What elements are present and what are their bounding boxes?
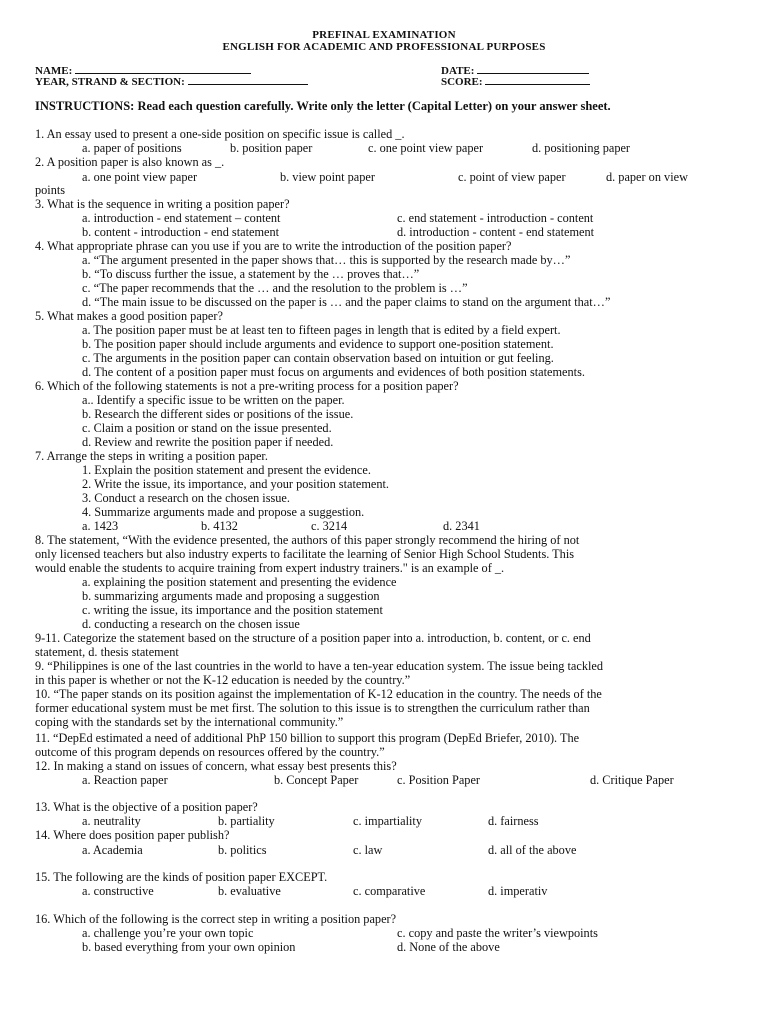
- question-7: 7. Arrange the steps in writing a position paper.: [35, 449, 268, 463]
- question-14: 14. Where does position paper publish?: [35, 828, 230, 842]
- q2-choice-d: d. paper on view: [606, 170, 688, 184]
- q14-choice-b: b. politics: [218, 843, 267, 857]
- q5-choice-c: c. The arguments in the position paper can contain observation based on intuition or gut feeling.: [82, 351, 554, 365]
- q12-choice-d: d. Critique Paper: [590, 773, 674, 787]
- q4-choice-a: a. “The argument presented in the paper shows that… this is supported by the research made by…”: [82, 253, 571, 267]
- year-label: YEAR, STRAND & SECTION:: [35, 76, 185, 88]
- q6-choice-c: c. Claim a position or stand on the issue presented.: [82, 421, 332, 435]
- q4-choice-b: b. “To discuss further the issue, a statement by the … proves that…”: [82, 267, 420, 281]
- q16-choice-c: c. copy and paste the writer’s viewpoints: [397, 926, 598, 940]
- q7-step-3: 3. Conduct a research on the chosen issue.: [82, 491, 290, 505]
- q14-choice-a: a. Academia: [82, 843, 143, 857]
- q8-choice-d: d. conducting a research on the chosen issue: [82, 617, 300, 631]
- q13-choice-a: a. neutrality: [82, 814, 141, 828]
- subject-title: ENGLISH FOR ACADEMIC AND PROFESSIONAL PURPOSES: [222, 41, 546, 53]
- q2-choice-a: a. one point view paper: [82, 170, 198, 184]
- q7-choice-a: a. 1423: [82, 519, 119, 533]
- q2-choice-b: b. view point paper: [280, 170, 375, 184]
- q5-choice-b: b. The position paper should include arguments and evidence to support one-position statement.: [82, 337, 554, 351]
- q14-choice-d: d. all of the above: [488, 843, 577, 857]
- question-3: 3. What is the sequence in writing a position paper?: [35, 197, 290, 211]
- q7-choice-d: d. 2341: [443, 519, 480, 533]
- q3-choice-c: c. end statement - introduction - content: [397, 211, 594, 225]
- question-10-line-3: coping with the standards set by the international community.”: [35, 715, 344, 729]
- q15-choice-a: a. constructive: [82, 884, 154, 898]
- q1-choice-b: b. position paper: [230, 141, 313, 155]
- question-10-line-1: 10. “The paper stands on its position against the implementation of K-12 education in the country. The needs of the: [35, 687, 602, 701]
- question-12: 12. In making a stand on issues of concern, what essay best presents this?: [35, 759, 397, 773]
- q16-choice-d: d. None of the above: [397, 940, 500, 954]
- q1-choice-a: a. paper of positions: [82, 141, 182, 155]
- instructions: INSTRUCTIONS: Read each question carefully. Write only the letter (Capital Letter) on your answer sheet.: [35, 99, 611, 113]
- question-16: 16. Which of the following is the correct step in writing a position paper?: [35, 912, 397, 926]
- question-9-line-2: in this paper is whether or not the K-12 education is needed by the country.”: [35, 673, 411, 687]
- q1-choice-d: d. positioning paper: [532, 141, 631, 155]
- q8-choice-a: a. explaining the position statement and presenting the evidence: [82, 575, 397, 589]
- q13-choice-b: b. partiality: [218, 814, 275, 828]
- q8-choice-c: c. writing the issue, its importance and the position statement: [82, 603, 383, 617]
- question-1: 1. An essay used to present a one-side position on specific issue is called _.: [35, 127, 405, 141]
- q4-choice-d: d. “The main issue to be discussed on the paper is … and the paper claims to stand on the argument that…”: [82, 295, 611, 309]
- question-8-line-2: only licensed teachers but also industry experts to facilitate the learning of Senior High School Students. This: [35, 547, 575, 561]
- q7-step-4: 4. Summarize arguments made and propose a suggestion.: [82, 505, 365, 519]
- question-11-line-1: 11. “DepEd estimated a need of additional PhP 150 billion to support this program (DepEd Briefer, 2010). The: [35, 731, 580, 745]
- name-label: NAME:: [35, 65, 73, 77]
- question-4: 4. What appropriate phrase can you use if you are to write the introduction of the position paper?: [35, 239, 512, 253]
- q15-choice-b: b. evaluative: [218, 884, 281, 898]
- date-blank: [477, 63, 589, 74]
- q5-choice-a: a. The position paper must be at least ten to fifteen pages in length that is edited by a field expert.: [82, 323, 561, 337]
- q8-choice-b: b. summarizing arguments made and proposing a suggestion: [82, 589, 380, 603]
- exam-title: PREFINAL EXAMINATION: [312, 29, 456, 41]
- question-5: 5. What makes a good position paper?: [35, 309, 223, 323]
- score-label: SCORE:: [441, 76, 483, 88]
- q16-choice-a: a. challenge you’re your own topic: [82, 926, 254, 940]
- q7-step-2: 2. Write the issue, its importance, and your position statement.: [82, 477, 389, 491]
- q6-choice-d: d. Review and rewrite the position paper if needed.: [82, 435, 334, 449]
- question-11-line-2: outcome of this program depends on resources offered by the country.”: [35, 745, 385, 759]
- question-9-line-1: 9. “Philippines is one of the last countries in the world to have a ten-year education system. The issue being tackled: [35, 659, 604, 673]
- question-2: 2. A position paper is also known as _.: [35, 155, 225, 169]
- q12-choice-c: c. Position Paper: [397, 773, 480, 787]
- q3-choice-a: a. introduction - end statement – content: [82, 211, 281, 225]
- q14-choice-c: c. law: [353, 843, 383, 857]
- year-blank: [188, 74, 308, 85]
- q7-choice-c: c. 3214: [311, 519, 348, 533]
- q6-choice-b: b. Research the different sides or positions of the issue.: [82, 407, 354, 421]
- score-blank: [485, 74, 590, 85]
- q15-choice-d: d. imperativ: [488, 884, 548, 898]
- year-field: [35, 74, 308, 88]
- q2-choice-c: c. point of view paper: [458, 170, 566, 184]
- question-9-11-line-2: statement, d. thesis statement: [35, 645, 179, 659]
- question-13: 13. What is the objective of a position paper?: [35, 800, 258, 814]
- question-8-line-1: 8. The statement, “With the evidence presented, the authors of this paper strongly recommend the hiring of not: [35, 533, 580, 547]
- q15-choice-c: c. comparative: [353, 884, 426, 898]
- question-6: 6. Which of the following statements is not a pre-writing process for a position paper?: [35, 379, 459, 393]
- question-15: 15. The following are the kinds of position paper EXCEPT.: [35, 870, 328, 884]
- question-8-line-3: would enable the students to acquire training from expert industry trainers." is an example of _.: [35, 561, 505, 575]
- q3-choice-b: b. content - introduction - end statement: [82, 225, 280, 239]
- question-10-line-2: former educational system must be met first. The solution to this issue is to strengthen the curriculum rather than: [35, 701, 590, 715]
- q13-choice-c: c. impartiality: [353, 814, 422, 828]
- q1-choice-c: c. one point view paper: [368, 141, 484, 155]
- q13-choice-d: d. fairness: [488, 814, 539, 828]
- q7-choice-b: b. 4132: [201, 519, 238, 533]
- q12-choice-b: b. Concept Paper: [274, 773, 359, 787]
- q5-choice-d: d. The content of a position paper must focus on arguments and evidences of both position statements.: [82, 365, 585, 379]
- q6-choice-a: a.. Identify a specific issue to be written on the paper.: [82, 393, 345, 407]
- question-9-11-line-1: 9-11. Categorize the statement based on the structure of a position paper into a. introduction, b. content, or c. end: [35, 631, 591, 645]
- q2-choice-d-cont: points: [35, 183, 66, 197]
- score-field: [441, 74, 590, 88]
- name-blank: [75, 63, 251, 74]
- q7-step-1: 1. Explain the position statement and present the evidence.: [82, 463, 371, 477]
- q4-choice-c: c. “The paper recommends that the … and the resolution to the problem is …”: [82, 281, 468, 295]
- date-label: DATE:: [441, 65, 475, 77]
- q12-choice-a: a. Reaction paper: [82, 773, 168, 787]
- q16-choice-b: b. based everything from your own opinion: [82, 940, 296, 954]
- q3-choice-d: d. introduction - content - end statement: [397, 225, 595, 239]
